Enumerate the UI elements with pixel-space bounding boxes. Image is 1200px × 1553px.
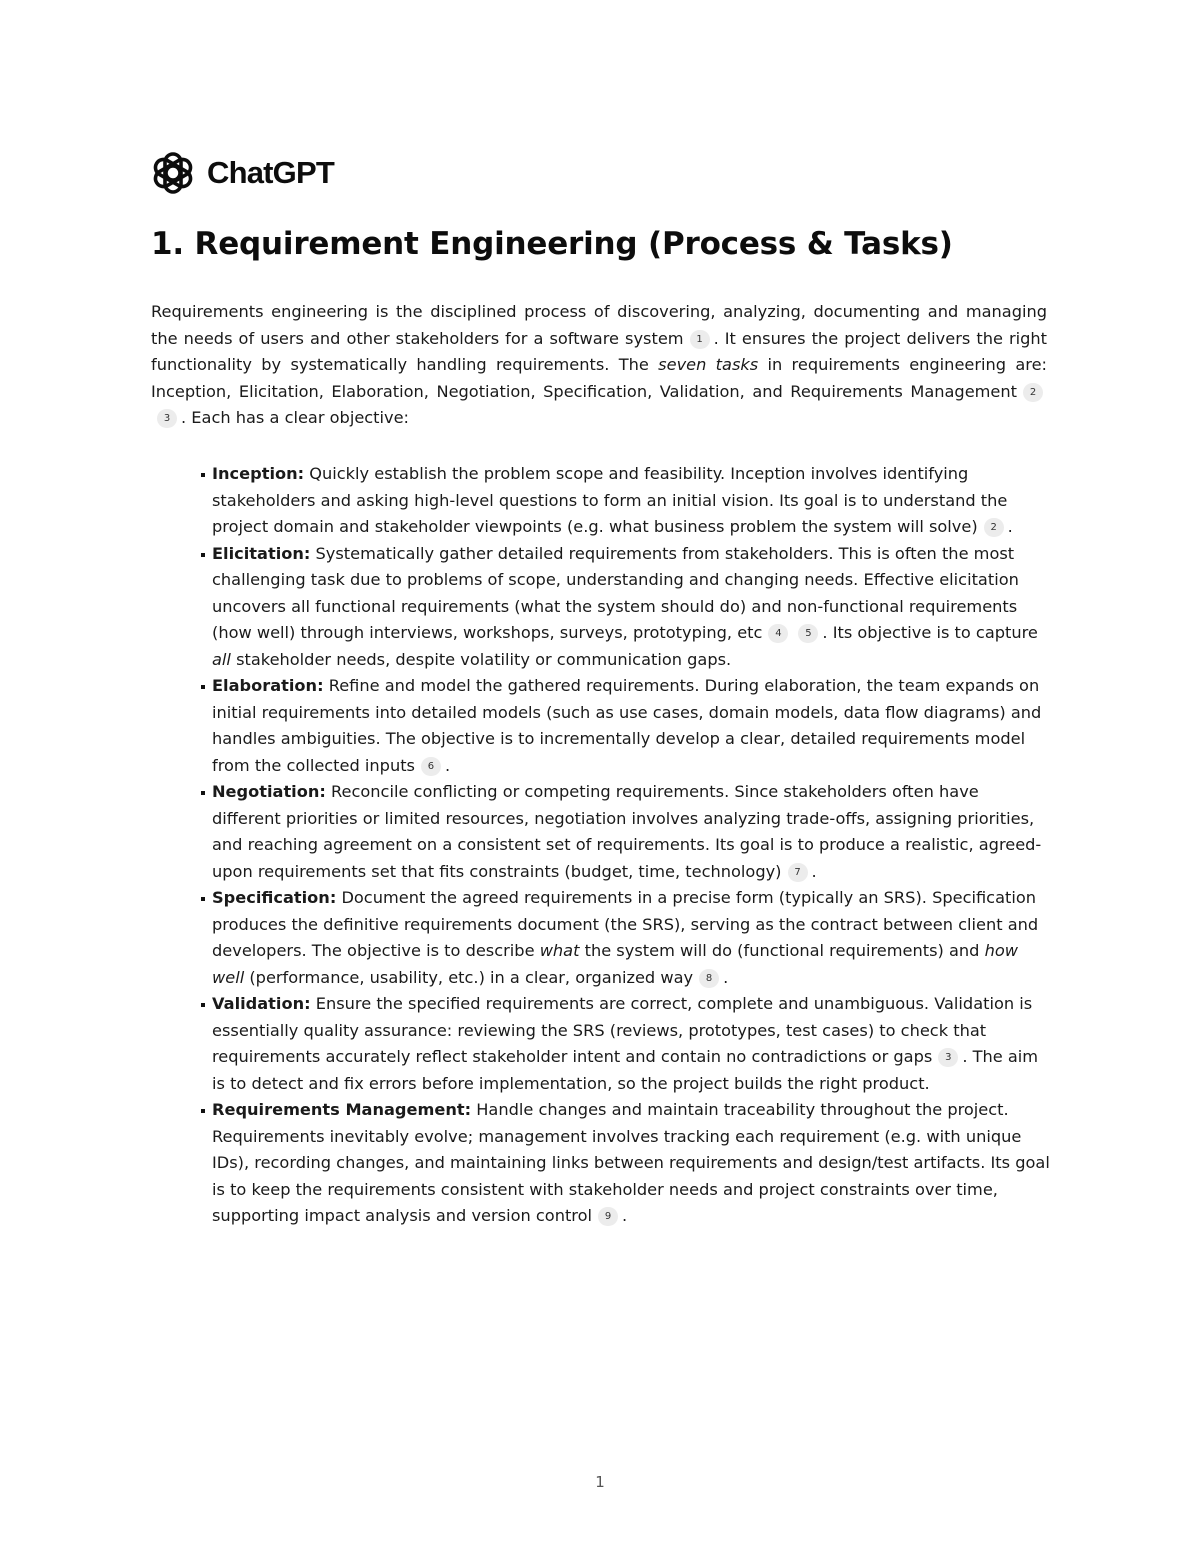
- task-text: stakeholder needs, despite volatility or communication gaps.: [230, 649, 732, 669]
- intro-paragraph: [151, 299, 1047, 432]
- task-requirements-management: [200, 1097, 1050, 1230]
- task-text: . The aim is to detect and fix errors before implementation, so the project builds the right product.: [212, 1047, 1039, 1093]
- page-number: 1: [595, 1473, 605, 1491]
- intro-emphasis: seven tasks: [658, 355, 759, 374]
- task-text: Reconcile conflicting or competing requirements. Since stakeholders often have different priorities or limited resources, negotiation involves analyzing trade-offs, assigning priorities, and reaching agreement on a consistent set of requirements. Its goal is to produce a realistic, agreed-upon requirements set that fits constraints (budget, time, technology): [212, 782, 1042, 881]
- task-text: Refine and model the gathered requirements. During elaboration, the team expands on initial requirements into detailed models (such as use cases, domain models, data flow diagrams) and handles ambiguities. The objective is to incrementally develop a clear, detailed requirements model from the collected inputs: [212, 676, 1042, 775]
- task-text: Quickly establish the problem scope and feasibility. Inception involves identifying stakeholders and asking high-level questions to form an initial vision. Its goal is to understand the project domain and stakeholder viewpoints (e.g. what business problem the system will solve): [212, 464, 1008, 536]
- task-list: [200, 461, 1050, 1230]
- task-emphasis: how well: [212, 941, 1018, 987]
- task-text: the system will do (functional requirements) and: [579, 941, 985, 960]
- intro-text: in requirements engineering are: Inception, Elicitation, Elaboration, Negotiation, Specification, Validation, and Requirements Management: [151, 355, 1047, 401]
- citation-badge[interactable]: 2: [1023, 383, 1043, 402]
- citation-badge[interactable]: 2: [984, 518, 1004, 537]
- brand-header: [151, 151, 334, 195]
- task-name: Elaboration:: [212, 676, 324, 695]
- task-emphasis: what: [539, 941, 580, 960]
- intro-text: Requirements engineering is the disciplined process of discovering, analyzing, documenting and managing the needs of users and other stakeholders for a software system: [151, 302, 1047, 348]
- task-elaboration: [200, 673, 1050, 779]
- intro-text: . It ensures the project delivers the right functionality by systematically handling requirements. The: [151, 328, 1047, 374]
- task-text: Ensure the specified requirements are correct, complete and unambiguous. Validation is essentially quality assurance: reviewing the SRS (reviews, prototypes, test cases) to check that requirements accurately reflect stakeholder intent and contain no contradictions or gaps: [212, 994, 1033, 1066]
- task-name: Specification:: [212, 888, 337, 907]
- task-text: Systematically gather detailed requirements from stakeholders. This is often the most challenging task due to problems of scope, understanding and changing needs. Effective elicitation uncovers all functional requirements (what the system should do) and non-functional requirements (how well) through interviews, workshops, surveys, prototyping, etc: [212, 543, 1019, 642]
- citation-badge[interactable]: 7: [788, 863, 808, 882]
- task-emphasis: all: [212, 649, 231, 669]
- brand-name: ChatGPT: [207, 155, 335, 190]
- task-elicitation: [200, 541, 1050, 674]
- intro-text: . Each has a clear objective:: [181, 408, 410, 427]
- task-text: .: [723, 967, 729, 987]
- task-text: (performance, usability, etc.) in a clear, organized way: [244, 967, 694, 987]
- task-name: Elicitation:: [212, 543, 311, 563]
- task-text: . Its objective is to capture: [822, 623, 1038, 642]
- task-name: Requirements Management:: [212, 1100, 472, 1119]
- page-title: 1. Requirement Engineering (Process & Tasks): [151, 226, 953, 262]
- citation-badge[interactable]: 8: [699, 969, 719, 988]
- task-negotiation: [200, 779, 1050, 885]
- task-specification: [200, 885, 1050, 991]
- task-validation: [200, 991, 1050, 1097]
- citation-badge[interactable]: 3: [938, 1048, 958, 1067]
- citation-badge[interactable]: 3: [157, 409, 177, 428]
- task-text: .: [811, 861, 817, 881]
- citation-badge[interactable]: 9: [598, 1207, 618, 1226]
- citation-badge[interactable]: 4: [768, 624, 788, 643]
- task-text: .: [1007, 517, 1013, 536]
- task-name: Inception:: [212, 464, 305, 483]
- openai-logo-icon: [151, 151, 195, 195]
- task-text: Handle changes and maintain traceability throughout the project. Requirements inevitably evolve; management involves tracking each requirement (e.g. with unique IDs), recording changes, and maintaining links between requirements and design/test artifacts. Its goal is to keep the requirements consistent with stakeholder needs and project constraints over time, supporting impact analysis and version control: [212, 1100, 1050, 1225]
- citation-badge[interactable]: 6: [421, 757, 441, 776]
- task-text: Document the agreed requirements in a precise form (typically an SRS). Specification produces the definitive requirements document (the SRS), serving as the contract between client and developers. The objective is to describe: [212, 888, 1039, 960]
- task-inception: [200, 461, 1050, 541]
- citation-badge[interactable]: 5: [798, 624, 818, 643]
- task-text: .: [444, 755, 451, 775]
- task-name: Negotiation:: [212, 782, 326, 801]
- task-text: .: [622, 1206, 628, 1225]
- task-name: Validation:: [212, 994, 311, 1013]
- citation-badge[interactable]: 1: [690, 330, 710, 349]
